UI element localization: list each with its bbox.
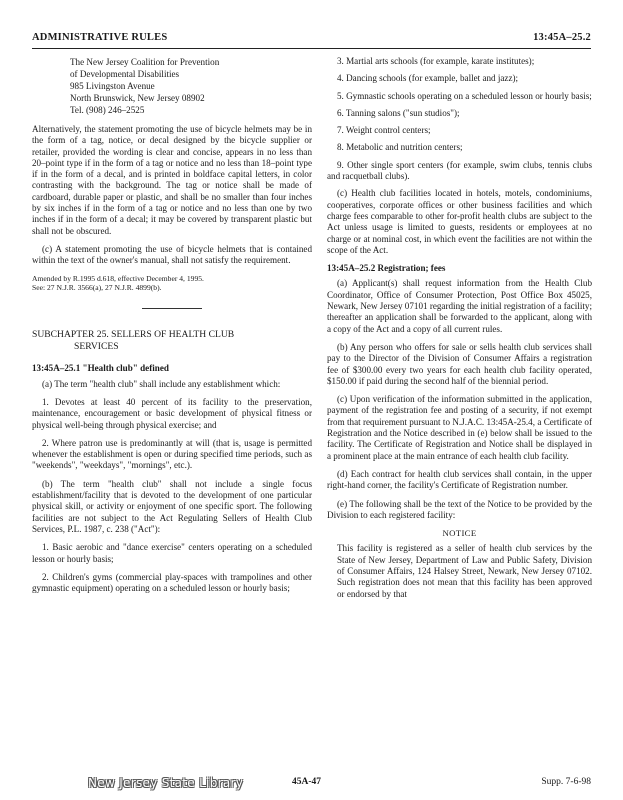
list-item: 1. Basic aerobic and "dance exercise" centers operating on a scheduled lesson or hourly basis;	[32, 542, 312, 564]
supplement-date: Supp. 7-6-98	[541, 777, 591, 787]
paragraph-25-1-b: (b) The term "health club" shall not include a single focus establishment/facility that is devoted to the development of one particular physical skill, or activity or enjoyment of one specific sport. The following facilities are not subject to the Act Regulating Sellers of Health Club Services, P.L. 1987, c. 238 ("Act"):	[32, 478, 312, 534]
header-section-number: 13:45A–25.2	[533, 32, 591, 43]
list-item: 3. Martial arts schools (for example, karate institutes);	[337, 56, 535, 66]
running-header	[32, 32, 591, 49]
library-watermark: New Jersey State Library	[88, 776, 244, 790]
page-footer	[32, 776, 591, 792]
paragraph-25-2-a: (a) Applicant(s) shall request information from the Health Club Coordinator, Office of Consumer Protection, Post Office Box 45025, Newark, New Jersey 07101 regarding the initial registration of a facility; thereafter an application shall be forwarded to the applicant, along with a copy of the Act and a copy of all current rules.	[327, 278, 592, 334]
subchapter-heading	[32, 329, 312, 353]
header-title: ADMINISTRATIVE RULES	[32, 32, 168, 43]
section-heading-25-2: 13:45A–25.2 Registration; fees	[327, 263, 446, 274]
notice-heading: NOTICE	[442, 528, 477, 539]
list-item: 4. Dancing schools (for example, ballet and jazz);	[337, 73, 519, 84]
address-line: 985 Livingston Avenue	[70, 81, 155, 91]
coalition-address	[70, 56, 312, 116]
address-line: North Brunswick, New Jersey 08902	[70, 93, 205, 103]
right-column	[327, 56, 592, 600]
list-item: 1. Devotes at least 40 percent of its facility to the preservation, maintenance, encouragement or basic development of physical fitness or physical well-being through physical exercise; and	[32, 396, 312, 430]
paragraph-25-2-d: (d) Each contract for health club services shall contain, in the upper right-hand corner, the facility's Certificate of Registration number.	[327, 468, 592, 491]
paragraph-25-2-b: (b) Any person who offers for sale or sells health club services shall pay to the Director of the Division of Consumer Affairs a registration fee of $300.00 every two years for each health club facility operated, $150.00 if paid during the second half of the biennial period.	[327, 341, 592, 386]
address-line: Tel. (908) 246–2525	[70, 105, 145, 115]
amendment-note	[32, 274, 312, 293]
list-item: 7. Weight control centers;	[337, 125, 431, 136]
paragraph-25-2-e: (e) The following shall be the text of the Notice to be provided by the Division to each registered facility:	[327, 498, 592, 520]
page-number: 45A-47	[292, 777, 322, 787]
amendment-line: Amended by R.1995 d.618, effective December 4, 1995.	[32, 273, 204, 283]
list-item: 9. Other single sport centers (for example, swim clubs, tennis clubs and racquetball clubs).	[327, 159, 592, 182]
list-item: 5. Gymnastic schools operating on a scheduled lesson or hourly basis;	[337, 90, 592, 101]
list-item: 6. Tanning salons ("sun studios");	[337, 107, 460, 118]
section-divider	[142, 308, 202, 309]
paragraph-25-2-c: (c) Upon verification of the information submitted in the application, payment of the registration fee and posting of a security, if not exempt from that requirement pursuant to N.J.A.C. 13:45A-25.4, a Certificate of Registration and the Notice described in (e) below shall be issued to the facility. The Certificate of Registration and Notice shall be displayed in a prominent place at the main entrance of each health club facility.	[327, 394, 592, 461]
section-heading-25-1: 13:45A–25.1 "Health club" defined	[32, 363, 169, 374]
paragraph-c-owners-manual: (c) A statement promoting the use of bicycle helmets that is contained within the text of the owner's manual, shall not satisfy the requirement.	[32, 243, 312, 266]
address-line: of Developmental Disabilities	[70, 69, 180, 79]
left-column	[32, 56, 312, 601]
paragraph-alternatively: Alternatively, the statement promoting the use of bicycle helmets may be in the form of a tag, notice, or decal designed by the bicycle supplier or retailer, provided the wording is clear and concise, appears in no less than 20–point type if in the form of a tag or notice and no less than 18–point type if in the form of a decal, and is printed in boldface capital letters, in color contrasting with the background. The tag or notice shall be made of cardboard, durable paper or plastic, and shall be no smaller than four inches by six inches if in the form of a tag or notice and no less than one by two inches if in the form of a decal; it may be covered by transparent plastic but shall not be obscured.	[32, 124, 312, 236]
list-item: 2. Where patron use is predominantly at will (that is, usage is permitted whenever the establishment is open or during specified time periods, such as "weekends", "weekdays", "mornings", etc.).	[32, 437, 312, 471]
paragraph-25-1-c: (c) Health club facilities located in hotels, motels, condominiums, cooperatives, corporate offices or other business facilities and which charge fees comparable to other for-profit health clubs are subject to the Act unless usage is limited to guests, residents or employees at no charge or at nominal cost, in which event the facilities are not within the scope of the Act.	[327, 188, 592, 255]
notice-text: This facility is registered as a seller of health club services by the State of New Jersey, Department of Law and Public Safety, Division of Consumer Affairs, 124 Halsey Street, Newark, New Jersey 07102. Such registration does not mean that this facility has been approved or endorsed by that	[337, 543, 592, 599]
paragraph-25-1-a: (a) The term "health club" shall include any establishment which:	[42, 378, 281, 389]
list-item: 2. Children's gyms (commercial play-spaces with trampolines and other gymnastic equipment) operating on a scheduled lesson or hourly basis;	[32, 571, 312, 594]
subchapter-line-1: SUBCHAPTER 25. SELLERS OF HEALTH CLUB	[32, 329, 235, 341]
address-line: The New Jersey Coalition for Prevention	[70, 57, 220, 67]
subchapter-line-2: SERVICES	[74, 341, 119, 353]
list-item: 8. Metabolic and nutrition centers;	[337, 142, 463, 153]
amendment-citation: See: 27 N.J.R. 3566(a), 27 N.J.R. 4899(b).	[32, 282, 162, 292]
